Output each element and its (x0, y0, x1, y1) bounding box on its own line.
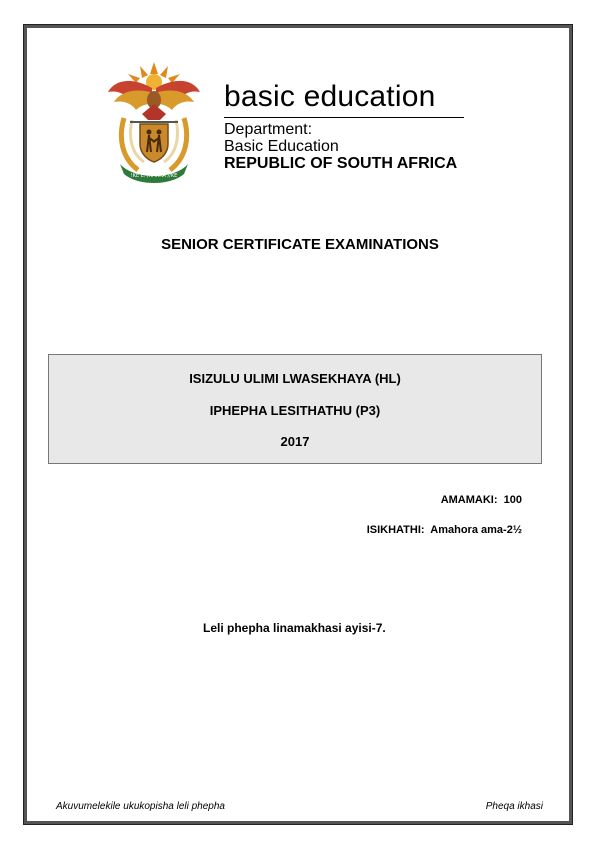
footer-copyright-note: Akuvumelekile ukukopisha leli phepha (56, 801, 225, 812)
brand-title: basic education (224, 80, 436, 113)
subject-box (48, 354, 542, 464)
svg-text:!KE E: /XARRA //KE: !KE E: /XARRA //KE (130, 173, 178, 179)
department-line-1: Department: (224, 121, 313, 138)
exam-heading: SENIOR CERTIFICATE EXAMINATIONS (161, 236, 439, 253)
time-line (367, 524, 522, 536)
brand-underline (224, 117, 464, 118)
exam-year: 2017 (280, 434, 310, 449)
footer-turn-page: Pheqa ikhasi (485, 801, 543, 812)
paper-title: IPHEPHA LESITHATHU (P3) (209, 403, 381, 418)
south-africa-coat-of-arms-icon (104, 58, 204, 184)
department-line-3: REPUBLIC OF SOUTH AFRICA (224, 155, 458, 172)
pages-note: Leli phepha linamakhasi ayisi-7. (203, 621, 386, 635)
marks-label: AMAMAKI: (440, 494, 498, 506)
subject-title: ISIZULU ULIMI LWASEKHAYA (HL) (189, 371, 401, 386)
time-value: Amahora ama-2½ (430, 524, 522, 536)
department-line-2: Basic Education (224, 138, 339, 155)
time-label: ISIKHATHI: (366, 524, 425, 536)
marks-value: 100 (503, 494, 522, 506)
marks-line (441, 494, 522, 506)
